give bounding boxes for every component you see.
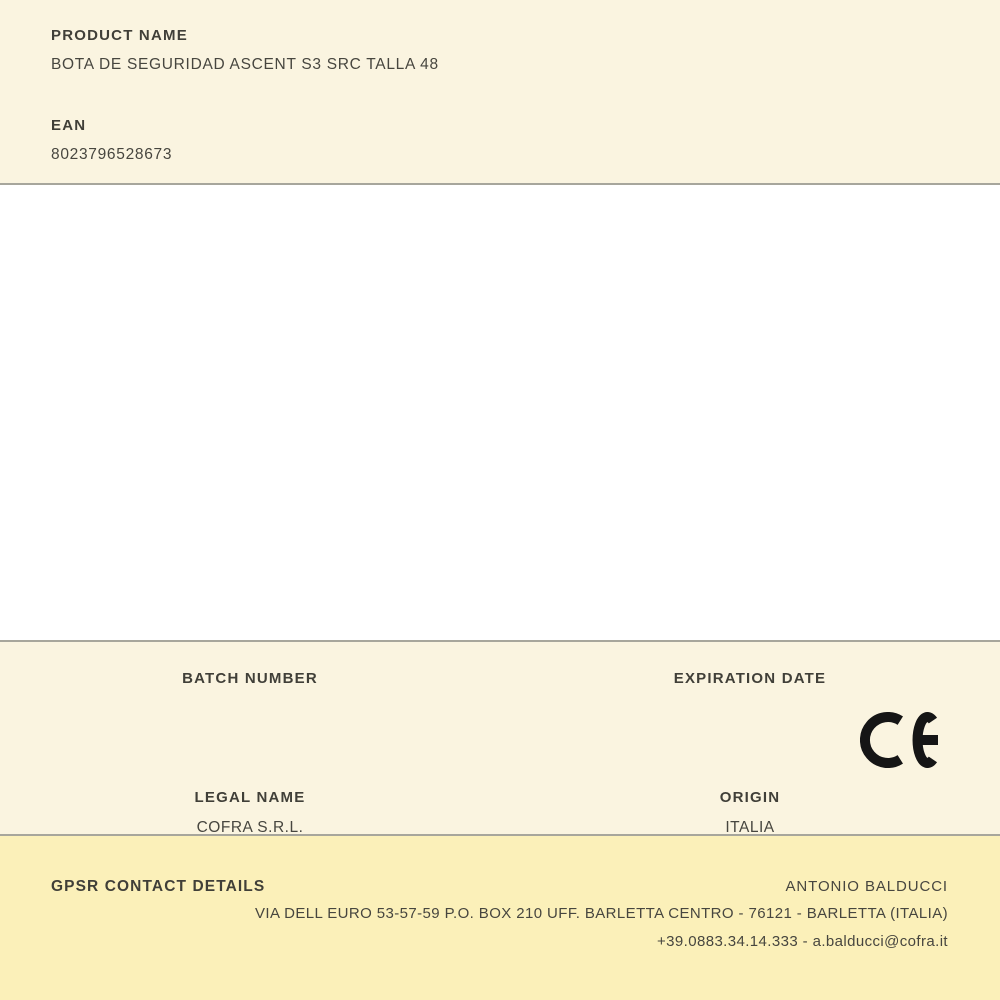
gpsr-contact-section — [0, 836, 1000, 1000]
batch-number-cell — [0, 670, 500, 717]
gpsr-contact-label: GPSR CONTACT DETAILS — [51, 878, 266, 895]
product-name-label: PRODUCT NAME — [51, 27, 188, 44]
batch-details-section — [0, 642, 1000, 836]
batch-number-value — [0, 700, 500, 717]
legal-name-value: COFRA S.R.L. — [196, 819, 304, 836]
batch-expiration-row — [0, 670, 1000, 717]
origin-value: ITALIA — [725, 819, 775, 836]
contact-address: VIA DELL EURO 53-57-59 P.O. BOX 210 UFF. BARLETTA CENTRO - 76121 - BARLETTA (ITALIA) — [255, 905, 948, 922]
ce-mark-icon — [860, 712, 940, 768]
batch-number-label: BATCH NUMBER — [182, 670, 318, 687]
contact-person-name: ANTONIO BALDUCCI — [785, 878, 948, 895]
product-image-area — [0, 185, 1000, 642]
product-info-section — [0, 0, 1000, 185]
origin-cell — [500, 789, 1000, 836]
expiration-date-label: EXPIRATION DATE — [673, 670, 827, 687]
legal-name-label: LEGAL NAME — [194, 789, 306, 806]
contact-phone-email: +39.0883.34.14.333 - a.balducci@cofra.it — [657, 933, 948, 950]
product-name-value: BOTA DE SEGURIDAD ASCENT S3 SRC TALLA 48 — [51, 56, 439, 73]
gpsr-header-row — [51, 878, 948, 895]
legal-name-cell — [0, 789, 500, 836]
expiration-date-cell — [500, 670, 1000, 717]
origin-label: ORIGIN — [719, 789, 781, 806]
ean-label: EAN — [51, 117, 87, 134]
ean-field — [51, 117, 960, 163]
legal-origin-row — [0, 789, 1000, 836]
ean-value: 8023796528673 — [51, 146, 173, 163]
product-name-field — [51, 27, 960, 73]
